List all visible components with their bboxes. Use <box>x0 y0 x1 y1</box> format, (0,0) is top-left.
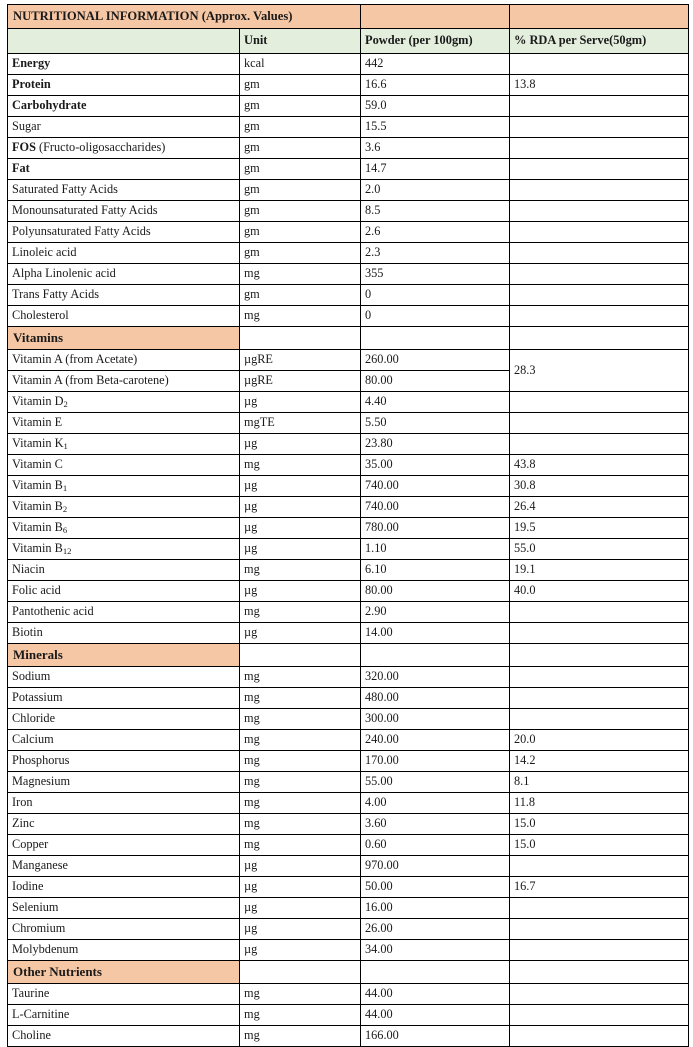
table-row <box>8 560 689 581</box>
nutrient-powder-value: 23.80 <box>361 434 510 455</box>
nutrient-powder-value: 44.00 <box>361 984 510 1005</box>
nutrient-name <box>8 772 240 793</box>
nutrient-powder-value: 14.7 <box>361 159 510 180</box>
nutrient-rda-value <box>510 392 689 413</box>
nutrient-rda-value: 26.4 <box>510 497 689 518</box>
table-row <box>8 434 689 455</box>
nutrient-rda-value <box>510 623 689 644</box>
nutrient-unit: mg <box>240 984 361 1005</box>
nutrient-rda-value <box>510 919 689 940</box>
nutrient-name <box>8 350 240 371</box>
nutrient-rda-value <box>510 709 689 730</box>
nutrient-label: Carbohydrate <box>12 98 87 112</box>
nutrient-name <box>8 898 240 919</box>
header-rda: % RDA per Serve(50gm) <box>510 29 689 54</box>
nutrient-unit: µgRE <box>240 371 361 392</box>
nutrient-label: Vitamin B <box>12 477 63 492</box>
table-row <box>8 138 689 159</box>
title-blank-rda <box>510 5 689 29</box>
nutrient-powder-value: 8.5 <box>361 201 510 222</box>
table-row <box>8 455 689 476</box>
table-row <box>8 518 689 539</box>
nutrient-name <box>8 54 240 75</box>
table-row <box>8 350 689 371</box>
nutrient-unit: gm <box>240 96 361 117</box>
table-body <box>8 5 689 1047</box>
nutrient-powder-value: 300.00 <box>361 709 510 730</box>
nutrient-name <box>8 455 240 476</box>
nutrient-label: Taurine <box>12 986 50 1000</box>
nutrient-powder-value: 260.00 <box>361 350 510 371</box>
nutrient-powder-value: 442 <box>361 54 510 75</box>
nutrient-unit: µg <box>240 919 361 940</box>
nutritional-information-table <box>7 4 689 1047</box>
nutrient-name <box>8 285 240 306</box>
nutrient-rda-value <box>510 264 689 285</box>
table-row <box>8 1005 689 1026</box>
table-row <box>8 709 689 730</box>
nutrient-unit: mg <box>240 306 361 327</box>
table-row <box>8 285 689 306</box>
nutrient-unit: µg <box>240 581 361 602</box>
nutrient-powder-value: 59.0 <box>361 96 510 117</box>
nutrient-unit: mg <box>240 560 361 581</box>
table-row <box>8 201 689 222</box>
section-blank-rda <box>510 961 689 984</box>
nutrient-rda-value <box>510 1026 689 1047</box>
nutrient-rda-value: 55.0 <box>510 539 689 560</box>
nutrient-unit: mg <box>240 730 361 751</box>
section-label: Vitamins <box>8 327 240 350</box>
nutrient-rda-value <box>510 667 689 688</box>
nutrient-label: Vitamin E <box>12 415 63 429</box>
nutrient-label: Potassium <box>12 690 63 704</box>
nutrient-name <box>8 751 240 772</box>
nutrient-unit: mg <box>240 751 361 772</box>
nutrient-rda-value: 11.8 <box>510 793 689 814</box>
nutrient-rda-value <box>510 434 689 455</box>
nutrient-label: Zinc <box>12 816 35 830</box>
section-blank-rda <box>510 644 689 667</box>
nutrient-name <box>8 434 240 455</box>
nutrient-rda-value <box>510 96 689 117</box>
nutrient-name <box>8 688 240 709</box>
section-blank-unit <box>240 961 361 984</box>
nutrient-label: Vitamin A (from Beta-carotene) <box>12 373 169 387</box>
nutrient-name <box>8 264 240 285</box>
table-row <box>8 919 689 940</box>
nutrient-name <box>8 96 240 117</box>
nutrient-rda-value <box>510 306 689 327</box>
nutrient-rda-value: 40.0 <box>510 581 689 602</box>
header-unit: Unit <box>240 29 361 54</box>
nutrient-powder-value: 80.00 <box>361 581 510 602</box>
nutrient-powder-value: 1.10 <box>361 539 510 560</box>
title-blank-powder <box>361 5 510 29</box>
table-row <box>8 1026 689 1047</box>
table-row <box>8 835 689 856</box>
nutrient-unit: gm <box>240 201 361 222</box>
table-row <box>8 180 689 201</box>
nutrient-label: FOS <box>12 140 36 154</box>
nutrient-powder-value: 5.50 <box>361 413 510 434</box>
nutrient-name <box>8 793 240 814</box>
nutrient-name <box>8 919 240 940</box>
nutrient-powder-value: 26.00 <box>361 919 510 940</box>
nutrient-rda-value <box>510 1005 689 1026</box>
nutrient-rda-value <box>510 898 689 919</box>
nutrient-powder-value: 480.00 <box>361 688 510 709</box>
nutrient-powder-value: 34.00 <box>361 940 510 961</box>
nutrient-unit: µg <box>240 877 361 898</box>
nutrient-powder-value: 4.40 <box>361 392 510 413</box>
nutrient-powder-value: 55.00 <box>361 772 510 793</box>
nutrient-name <box>8 1005 240 1026</box>
nutrient-rda-value <box>510 602 689 623</box>
nutrient-rda-value: 19.5 <box>510 518 689 539</box>
section-label: Other Nutrients <box>8 961 240 984</box>
nutrition-fact-sheet <box>0 4 693 1042</box>
table-row <box>8 476 689 497</box>
nutrient-label: Saturated Fatty Acids <box>12 182 118 196</box>
nutrient-label: Sodium <box>12 669 51 683</box>
nutrient-unit: µg <box>240 497 361 518</box>
nutrient-name <box>8 392 240 413</box>
table-row <box>8 117 689 138</box>
table-row <box>8 222 689 243</box>
nutrient-name <box>8 856 240 877</box>
nutrient-name <box>8 243 240 264</box>
nutrient-label: Vitamin B <box>12 519 63 534</box>
nutrient-powder-value: 2.3 <box>361 243 510 264</box>
table-row <box>8 392 689 413</box>
nutrient-unit: mg <box>240 455 361 476</box>
nutrient-unit: µg <box>240 898 361 919</box>
nutrient-unit: µg <box>240 623 361 644</box>
document-title: NUTRITIONAL INFORMATION (Approx. Values) <box>8 5 361 29</box>
section-blank-unit <box>240 327 361 350</box>
section-row <box>8 961 689 984</box>
nutrient-rda-value: 8.1 <box>510 772 689 793</box>
nutrient-powder-value: 320.00 <box>361 667 510 688</box>
nutrient-powder-value: 170.00 <box>361 751 510 772</box>
nutrient-name <box>8 138 240 159</box>
nutrient-label: Protein <box>12 77 51 91</box>
nutrient-powder-value: 16.6 <box>361 75 510 96</box>
table-row <box>8 751 689 772</box>
table-row <box>8 581 689 602</box>
nutrient-powder-value: 80.00 <box>361 371 510 392</box>
section-blank-powder <box>361 644 510 667</box>
nutrient-rda-value: 13.8 <box>510 75 689 96</box>
table-row <box>8 984 689 1005</box>
nutrient-powder-value: 0.60 <box>361 835 510 856</box>
nutrient-label: Vitamin K <box>12 435 64 450</box>
nutrient-name <box>8 476 240 497</box>
nutrient-powder-value: 240.00 <box>361 730 510 751</box>
nutrient-rda-value <box>510 180 689 201</box>
table-row <box>8 730 689 751</box>
table-row <box>8 306 689 327</box>
nutrient-unit: gm <box>240 243 361 264</box>
nutrient-unit: mg <box>240 688 361 709</box>
nutrient-label: Calcium <box>12 732 54 746</box>
nutrient-name <box>8 730 240 751</box>
header-powder: Powder (per 100gm) <box>361 29 510 54</box>
nutrient-powder-value: 740.00 <box>361 476 510 497</box>
nutrient-unit: µg <box>240 434 361 455</box>
nutrient-unit: mgTE <box>240 413 361 434</box>
table-row <box>8 539 689 560</box>
nutrient-label: Pantothenic acid <box>12 604 94 618</box>
nutrient-powder-value: 166.00 <box>361 1026 510 1047</box>
nutrient-powder-value: 780.00 <box>361 518 510 539</box>
nutrient-unit: mg <box>240 709 361 730</box>
nutrient-label: Chloride <box>12 711 56 725</box>
nutrient-rda-value <box>510 138 689 159</box>
table-row <box>8 264 689 285</box>
nutrient-label: Magnesium <box>12 774 71 788</box>
nutrient-name <box>8 667 240 688</box>
table-row <box>8 602 689 623</box>
section-blank-powder <box>361 961 510 984</box>
nutrient-label: Cholesterol <box>12 308 69 322</box>
nutrient-name <box>8 560 240 581</box>
nutrient-label: Vitamin B <box>12 498 63 513</box>
nutrient-unit: gm <box>240 138 361 159</box>
nutrient-powder-value: 3.60 <box>361 814 510 835</box>
nutrient-unit: gm <box>240 285 361 306</box>
nutrient-name <box>8 1026 240 1047</box>
nutrient-unit: gm <box>240 159 361 180</box>
nutrient-subscript: 1 <box>62 483 68 493</box>
nutrient-rda-value <box>510 159 689 180</box>
nutrient-label: Choline <box>12 1028 51 1042</box>
nutrient-unit: µg <box>240 476 361 497</box>
nutrient-name <box>8 201 240 222</box>
nutrient-unit: µg <box>240 518 361 539</box>
table-row <box>8 793 689 814</box>
nutrient-name <box>8 75 240 96</box>
nutrient-label: Trans Fatty Acids <box>12 287 100 301</box>
nutrient-name <box>8 877 240 898</box>
nutrient-name <box>8 371 240 392</box>
nutrient-unit: µg <box>240 856 361 877</box>
nutrient-label: Selenium <box>12 900 59 914</box>
nutrient-name <box>8 835 240 856</box>
nutrient-rda-value: 15.0 <box>510 814 689 835</box>
nutrient-name <box>8 539 240 560</box>
nutrient-name <box>8 159 240 180</box>
nutrient-rda-value: 16.7 <box>510 877 689 898</box>
nutrient-rda-value <box>510 413 689 434</box>
nutrient-rda-value <box>510 243 689 264</box>
table-row <box>8 772 689 793</box>
nutrient-unit: mg <box>240 667 361 688</box>
section-blank-rda <box>510 327 689 350</box>
nutrient-unit: µgRE <box>240 350 361 371</box>
nutrient-label: Manganese <box>12 858 68 872</box>
table-row <box>8 623 689 644</box>
table-row <box>8 814 689 835</box>
nutrient-label: Monounsaturated Fatty Acids <box>12 203 158 217</box>
nutrient-subscript: 1 <box>63 441 68 451</box>
nutrient-rda-value: 43.8 <box>510 455 689 476</box>
nutrient-rda-value: 15.0 <box>510 835 689 856</box>
nutrient-subscript: 2 <box>63 399 68 409</box>
nutrient-powder-value: 4.00 <box>361 793 510 814</box>
header-nutrient <box>8 29 240 54</box>
nutrient-label: Vitamin A (from Acetate) <box>12 352 138 366</box>
nutrient-subscript: 2 <box>62 504 68 514</box>
nutrient-name <box>8 984 240 1005</box>
nutrient-name <box>8 581 240 602</box>
nutrient-label: Alpha Linolenic acid <box>12 266 116 280</box>
nutrient-subscript: 6 <box>62 525 68 535</box>
nutrient-unit: mg <box>240 772 361 793</box>
nutrient-subscript: 12 <box>62 546 72 556</box>
nutrient-label: Fat <box>12 161 30 175</box>
nutrient-name <box>8 117 240 138</box>
section-row <box>8 327 689 350</box>
nutrient-powder-value: 44.00 <box>361 1005 510 1026</box>
nutrient-unit: kcal <box>240 54 361 75</box>
nutrient-name <box>8 518 240 539</box>
nutrient-name <box>8 306 240 327</box>
nutrient-name <box>8 180 240 201</box>
nutrient-label: Energy <box>12 56 51 70</box>
nutrient-powder-value: 0 <box>361 306 510 327</box>
nutrient-rda-value: 19.1 <box>510 560 689 581</box>
nutrient-name <box>8 623 240 644</box>
nutrient-rda-value <box>510 54 689 75</box>
table-row <box>8 688 689 709</box>
table-row <box>8 497 689 518</box>
nutrient-unit: mg <box>240 814 361 835</box>
nutrient-unit: mg <box>240 793 361 814</box>
nutrient-powder-value: 35.00 <box>361 455 510 476</box>
nutrient-label: Vitamin B <box>12 540 63 555</box>
nutrient-powder-value: 50.00 <box>361 877 510 898</box>
nutrient-label: Vitamin C <box>12 457 63 471</box>
section-row <box>8 644 689 667</box>
nutrient-rda-value: 30.8 <box>510 476 689 497</box>
nutrient-name <box>8 222 240 243</box>
nutrient-label: Sugar <box>12 119 41 133</box>
nutrient-rda-value <box>510 222 689 243</box>
section-blank-powder <box>361 327 510 350</box>
nutrient-rda-value <box>510 984 689 1005</box>
table-row <box>8 96 689 117</box>
nutrient-name <box>8 814 240 835</box>
table-row <box>8 856 689 877</box>
nutrient-unit: gm <box>240 75 361 96</box>
nutrient-powder-value: 970.00 <box>361 856 510 877</box>
nutrient-name <box>8 602 240 623</box>
table-row <box>8 413 689 434</box>
nutrient-label: Linoleic acid <box>12 245 77 259</box>
nutrient-unit: µg <box>240 539 361 560</box>
nutrient-unit: gm <box>240 117 361 138</box>
nutrient-rda-value <box>510 940 689 961</box>
section-label: Minerals <box>8 644 240 667</box>
nutrient-powder-value: 2.0 <box>361 180 510 201</box>
nutrient-rda-value <box>510 117 689 138</box>
nutrient-rda-value: 20.0 <box>510 730 689 751</box>
nutrient-powder-value: 2.90 <box>361 602 510 623</box>
nutrient-powder-value: 0 <box>361 285 510 306</box>
table-row <box>8 243 689 264</box>
nutrient-label: Copper <box>12 837 49 851</box>
nutrient-rda-value: 14.2 <box>510 751 689 772</box>
nutrient-unit: gm <box>240 180 361 201</box>
nutrient-rda-value <box>510 688 689 709</box>
nutrient-name <box>8 413 240 434</box>
nutrient-unit: mg <box>240 1005 361 1026</box>
nutrient-unit: µg <box>240 940 361 961</box>
table-row <box>8 54 689 75</box>
nutrient-label: Iron <box>12 795 33 809</box>
nutrient-label: L-Carnitine <box>12 1007 70 1021</box>
nutrient-powder-value: 16.00 <box>361 898 510 919</box>
nutrient-powder-value: 2.6 <box>361 222 510 243</box>
nutrient-label: Folic acid <box>12 583 61 597</box>
table-row <box>8 898 689 919</box>
table-row <box>8 159 689 180</box>
section-blank-unit <box>240 644 361 667</box>
nutrient-powder-value: 15.5 <box>361 117 510 138</box>
nutrient-unit: mg <box>240 835 361 856</box>
nutrient-unit: µg <box>240 392 361 413</box>
nutrient-label: Iodine <box>12 879 44 893</box>
nutrient-rda-value <box>510 285 689 306</box>
nutrient-rda-value <box>510 856 689 877</box>
nutrient-powder-value: 3.6 <box>361 138 510 159</box>
nutrient-powder-value: 740.00 <box>361 497 510 518</box>
nutrient-unit: mg <box>240 602 361 623</box>
nutrient-label: Phosphorus <box>12 753 70 767</box>
table-title-row <box>8 5 689 29</box>
nutrient-unit: gm <box>240 222 361 243</box>
nutrient-label: Biotin <box>12 625 43 639</box>
nutrient-label: Chromium <box>12 921 66 935</box>
nutrient-powder-value: 14.00 <box>361 623 510 644</box>
table-row <box>8 75 689 96</box>
nutrient-label: Vitamin D <box>12 393 64 408</box>
nutrient-label: Molybdenum <box>12 942 79 956</box>
nutrient-label: Niacin <box>12 562 45 576</box>
nutrient-unit: mg <box>240 264 361 285</box>
nutrient-rda-value: 28.3 <box>510 350 689 392</box>
nutrient-label: Polyunsaturated Fatty Acids <box>12 224 151 238</box>
table-row <box>8 940 689 961</box>
nutrient-powder-value: 355 <box>361 264 510 285</box>
nutrient-name-suffix: (Fructo-oligosaccharides) <box>35 140 166 154</box>
nutrient-name <box>8 709 240 730</box>
nutrient-rda-value <box>510 201 689 222</box>
nutrient-powder-value: 6.10 <box>361 560 510 581</box>
table-header-row <box>8 29 689 54</box>
table-row <box>8 877 689 898</box>
table-row <box>8 667 689 688</box>
nutrient-name <box>8 497 240 518</box>
nutrient-unit: mg <box>240 1026 361 1047</box>
nutrient-name <box>8 940 240 961</box>
